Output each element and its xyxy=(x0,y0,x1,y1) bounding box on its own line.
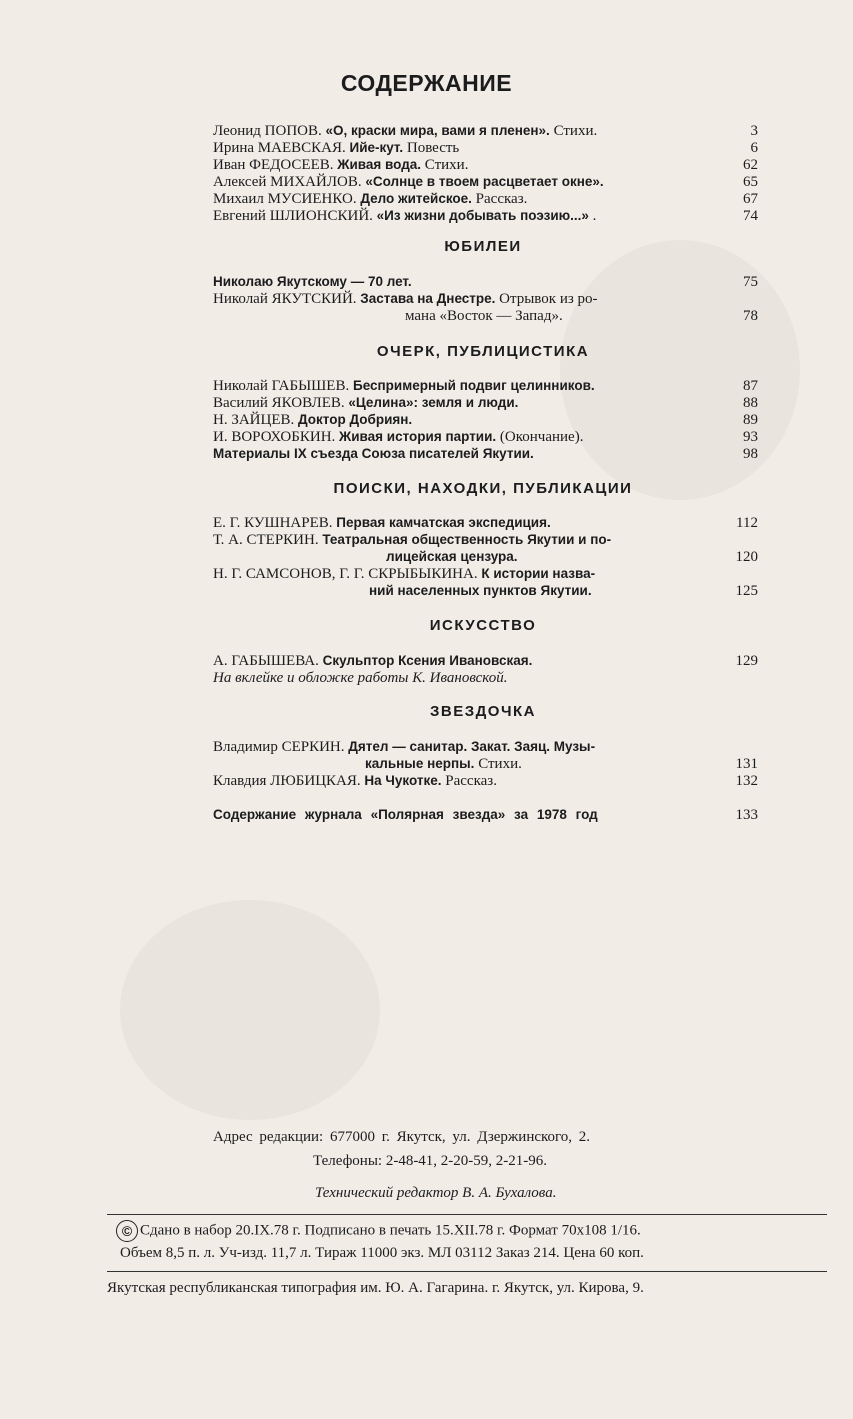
entry-work: На Чукотке. xyxy=(364,773,442,788)
entry-work: Ийе-кут. xyxy=(349,140,404,155)
entry-page: 78 xyxy=(743,308,758,324)
toc-entry xyxy=(213,273,758,291)
entry-page: 75 xyxy=(743,274,758,290)
toc-entry xyxy=(213,445,758,463)
entry-page: 62 xyxy=(743,157,758,173)
section-heading-ocherk: ОЧЕРК, ПУБЛИЦИСТИКА xyxy=(376,343,590,360)
toc-entry xyxy=(213,377,758,395)
entry-work: Живая история партии. xyxy=(339,429,497,444)
entry-work: Застава на Днестре. xyxy=(360,291,496,306)
toc-entry xyxy=(213,139,758,157)
toc-entry xyxy=(213,669,758,687)
section-heading-poiski: ПОИСКИ, НАХОДКИ, ПУБЛИКАЦИИ xyxy=(333,480,633,497)
toc-entry xyxy=(213,156,758,174)
entry-work: Театральная общественность Якутии и по- xyxy=(322,532,612,547)
entry-work: ний населенных пунктов Якутии. xyxy=(369,583,592,598)
toc-entry xyxy=(213,772,758,790)
paper-stain xyxy=(120,900,380,1120)
entry-note: На вклейке и обложке работы К. Ивановской. xyxy=(213,670,508,686)
toc-entry xyxy=(213,290,758,308)
entry-author: Ирина МАЕВСКАЯ. xyxy=(213,140,346,156)
toc-entry xyxy=(213,738,758,756)
entry-page: 133 xyxy=(735,807,758,823)
toc-entry xyxy=(213,122,758,140)
page-title: СОДЕРЖАНИЕ xyxy=(340,70,513,96)
toc-entry xyxy=(213,652,758,670)
toc-entry xyxy=(213,582,758,600)
entry-author: Алексей МИХАЙЛОВ. xyxy=(213,174,362,190)
section-heading-yubilei: ЮБИЛЕИ xyxy=(444,238,522,255)
entry-work: Содержание журнала «Полярная звезда» за 1978 год xyxy=(213,807,598,822)
toc-entry xyxy=(213,207,758,225)
entry-page: 112 xyxy=(736,515,758,531)
toc-entry xyxy=(213,755,758,773)
entry-work: «О, краски мира, вами я пленен». xyxy=(325,123,550,138)
entry-page: 125 xyxy=(735,583,758,599)
toc-entry xyxy=(213,565,758,583)
entry-author: Н. ЗАЙЦЕВ. xyxy=(213,412,295,428)
technical-editor: Технический редактор В. А. Бухалова. xyxy=(315,1185,557,1201)
entry-page: 93 xyxy=(743,429,758,445)
entry-note: Рассказ. xyxy=(475,191,528,207)
divider xyxy=(107,1214,827,1215)
entry-work: Николаю Якутскому — 70 лет. xyxy=(213,274,412,289)
entry-page: 120 xyxy=(735,549,758,565)
entry-author: Владимир СЕРКИН. xyxy=(213,739,345,755)
entry-note: Стихи. xyxy=(478,756,522,772)
printer-info: Якутская республиканская типография им. Ю. А. Гагарина. г. Якутск, ул. Кирова, 9. xyxy=(107,1280,644,1296)
toc-entry xyxy=(213,514,758,532)
entry-work: Дело житейское. xyxy=(360,191,472,206)
entry-page: 67 xyxy=(743,191,758,207)
entry-author: Николай ЯКУТСКИЙ. xyxy=(213,291,357,307)
entry-page: 87 xyxy=(743,378,758,394)
print-info-line-1 xyxy=(116,1220,641,1242)
entry-note: Стихи. xyxy=(424,157,469,173)
toc-entry xyxy=(213,307,758,325)
entry-work: Дятел — санитар. Закат. Заяц. Музы- xyxy=(348,739,596,754)
entry-work: «Из жизни добывать поэзию...» xyxy=(376,208,589,223)
entry-work: «Солнце в твоем расцветает окне». xyxy=(365,174,604,189)
entry-page: 131 xyxy=(735,756,758,772)
toc-entry xyxy=(213,394,758,412)
entry-author: Леонид ПОПОВ. xyxy=(213,123,322,139)
toc-entry xyxy=(213,411,758,429)
toc-entry xyxy=(213,548,758,566)
print-info-text: Сдано в набор 20.IX.78 г. Подписано в печать 15.XII.78 г. Формат 70х108 1/16. xyxy=(140,1222,641,1239)
entry-page: 88 xyxy=(743,395,758,411)
entry-work: Материалы IX съезда Союза писателей Якутии. xyxy=(213,446,534,461)
entry-author: Иван ФЕДОСЕЕВ. xyxy=(213,157,334,173)
divider xyxy=(107,1271,827,1272)
toc-entry xyxy=(213,806,758,824)
entry-page: 98 xyxy=(743,446,758,462)
toc-entry xyxy=(213,190,758,208)
entry-page: 3 xyxy=(750,123,758,139)
entry-author: Н. Г. САМСОНОВ, Г. Г. СКРЫБЫКИНА. xyxy=(213,566,478,582)
entry-work: Живая вода. xyxy=(337,157,422,172)
entry-author: Е. Г. КУШНАРЕВ. xyxy=(213,515,333,531)
entry-work: Первая камчатская экспедиция. xyxy=(336,515,551,530)
entry-note: Рассказ. xyxy=(445,773,497,789)
entry-author: Т. А. СТЕРКИН. xyxy=(213,532,319,548)
toc-entry xyxy=(213,428,758,446)
editorial-address: Адрес редакции: 677000 г. Якутск, ул. Дзержинского, 2. xyxy=(213,1129,591,1145)
entry-work: лицейская цензура. xyxy=(386,549,518,564)
entry-author: Николай ГАБЫШЕВ. xyxy=(213,378,350,394)
section-heading-zvezdochka: ЗВЕЗДОЧКА xyxy=(429,703,536,720)
entry-author: Михаил МУСИЕНКО. xyxy=(213,191,357,207)
entry-page: 74 xyxy=(743,208,758,224)
entry-page: 132 xyxy=(735,773,758,789)
entry-author: И. ВОРОХОБКИН. xyxy=(213,429,336,445)
toc-entry xyxy=(213,531,758,549)
editorial-phones: Телефоны: 2-48-41, 2-20-59, 2-21-96. xyxy=(313,1153,548,1169)
entry-work: кальные нерпы. xyxy=(365,756,475,771)
entry-page: 89 xyxy=(743,412,758,428)
entry-note: Повесть xyxy=(406,140,460,156)
entry-work: Беспримерный подвиг целинников. xyxy=(352,378,595,393)
entry-author: Василий ЯКОВЛЕВ. xyxy=(213,395,345,411)
entry-note: мана «Восток — Запад». xyxy=(405,308,563,324)
entry-note: Отрывок из ро- xyxy=(499,291,598,307)
entry-author: А. ГАБЫШЕВА. xyxy=(213,653,319,669)
toc-entry xyxy=(213,173,758,191)
entry-page: 129 xyxy=(735,653,758,669)
entry-note: . xyxy=(592,208,597,224)
entry-page: 6 xyxy=(750,140,758,156)
section-heading-iskusstvo: ИСКУССТВО xyxy=(429,617,537,634)
entry-author: Клавдия ЛЮБИЦКАЯ. xyxy=(213,773,361,789)
copyright-icon: © xyxy=(116,1220,138,1242)
entry-work: К истории назва- xyxy=(481,566,596,581)
print-info-line-2: Объем 8,5 п. л. Уч-изд. 11,7 л. Тираж 11000 экз. МЛ 03112 Заказ 214. Цена 60 коп. xyxy=(120,1245,644,1261)
entry-note: Стихи. xyxy=(553,123,598,139)
entry-work: Доктор Добриян. xyxy=(298,412,413,427)
entry-work: «Целина»: земля и люди. xyxy=(348,395,519,410)
entry-author: Евгений ШЛИОНСКИЙ. xyxy=(213,208,373,224)
entry-work: Скульптор Ксения Ивановская. xyxy=(322,653,533,668)
entry-note: (Окончание). xyxy=(499,429,584,445)
entry-page: 65 xyxy=(743,174,758,190)
